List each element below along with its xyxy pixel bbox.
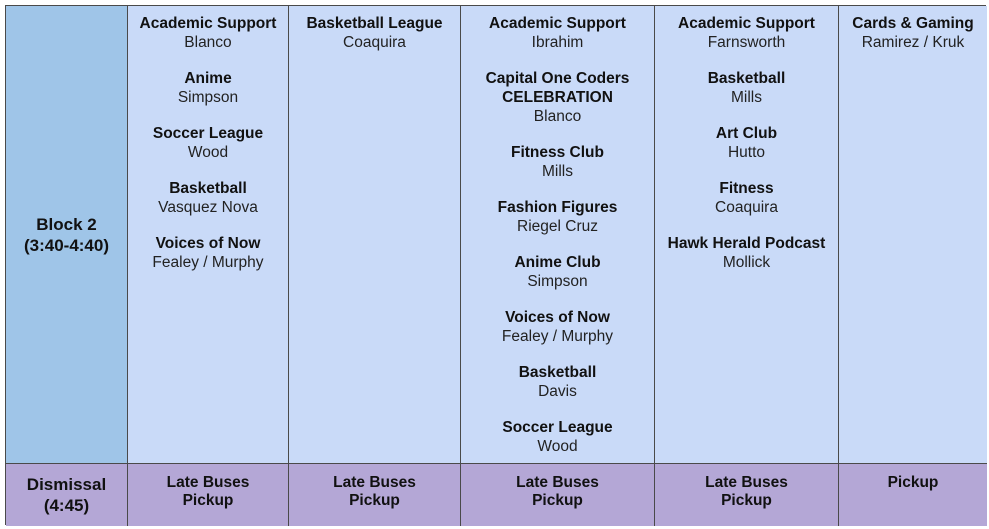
activity-item <box>306 14 442 52</box>
activity-staff: Riegel Cruz <box>517 218 598 235</box>
activity-item <box>519 363 597 401</box>
block-column <box>289 6 461 464</box>
activity-name: Capital One Coders CELEBRATION <box>485 70 630 106</box>
activity-item <box>502 418 612 456</box>
dismissal-column <box>461 464 655 526</box>
activity-item <box>511 143 604 181</box>
dismissal-option: Late Buses <box>166 474 250 491</box>
activity-item <box>514 253 600 291</box>
activity-item <box>715 179 778 217</box>
dismissal-option: Late Buses <box>333 474 416 491</box>
activity-item <box>153 124 263 162</box>
activity-name: Academic Support <box>678 15 815 32</box>
activity-item <box>716 124 777 162</box>
dismissal-option: Pickup <box>887 474 939 491</box>
activity-staff: Mills <box>730 89 762 106</box>
activity-staff: Ramirez / Kruk <box>861 34 965 51</box>
activity-staff: Mills <box>541 163 573 180</box>
dismissal-column <box>655 464 839 526</box>
block-column <box>655 6 839 464</box>
activity-item <box>140 14 277 52</box>
activity-name: Basketball League <box>306 15 443 32</box>
activity-item <box>178 69 238 107</box>
activity-staff: Blanco <box>533 108 582 125</box>
activity-name: Fitness <box>719 180 774 197</box>
dismissal-option: Pickup <box>721 492 772 509</box>
activity-staff: Simpson <box>527 273 588 290</box>
activity-staff: Coaquira <box>715 199 778 216</box>
block-time: (3:40-4:40) <box>23 235 110 255</box>
activity-item <box>668 234 826 272</box>
activity-item <box>708 69 786 107</box>
dismissal-option: Pickup <box>182 492 234 509</box>
dismissal-column <box>128 464 289 526</box>
activity-staff: Fealey / Murphy <box>501 328 614 345</box>
dismissal-column <box>289 464 461 526</box>
activity-name: Academic Support <box>139 15 277 32</box>
activity-staff: Coaquira <box>343 34 406 51</box>
activity-name: Anime <box>184 70 232 87</box>
activity-item <box>852 14 973 52</box>
dismissal-option: Late Buses <box>705 474 788 491</box>
activity-name: Anime Club <box>514 254 601 271</box>
activity-item <box>478 69 638 126</box>
activity-name: Hawk Herald Podcast <box>667 235 826 252</box>
activity-staff: Fealey / Murphy <box>152 254 264 271</box>
dismissal-option: Pickup <box>532 492 583 509</box>
activity-item <box>498 198 618 236</box>
activity-staff: Hutto <box>727 144 766 161</box>
block-title: Block 2 <box>36 214 97 234</box>
activity-staff: Farnsworth <box>707 34 786 51</box>
activity-staff: Wood <box>537 438 578 455</box>
activity-item <box>152 234 263 272</box>
activity-name: Voices of Now <box>155 235 261 252</box>
dismissal-time: (4:45) <box>43 496 90 515</box>
block-column <box>839 6 987 464</box>
activity-staff: Simpson <box>177 89 239 106</box>
activity-name: Basketball <box>518 364 597 381</box>
activity-staff: Vasquez Nova <box>158 199 258 216</box>
activity-name: Basketball <box>169 180 247 197</box>
activity-name: Fitness Club <box>510 144 604 161</box>
block-column <box>461 6 655 464</box>
activity-staff: Wood <box>187 144 229 161</box>
activity-item <box>502 308 613 346</box>
activity-item <box>158 179 258 217</box>
activity-name: Soccer League <box>502 419 613 436</box>
activity-name: Academic Support <box>489 15 626 32</box>
activity-name: Fashion Figures <box>497 199 618 216</box>
activity-item <box>678 14 815 52</box>
activity-item <box>489 14 626 52</box>
activity-name: Soccer League <box>152 125 264 142</box>
activity-name: Art Club <box>715 125 778 142</box>
dismissal-option: Late Buses <box>516 474 599 491</box>
schedule-grid <box>5 5 986 525</box>
activity-staff: Mollick <box>722 254 771 271</box>
dismissal-title: Dismissal <box>26 475 107 494</box>
dismissal-option: Pickup <box>349 492 400 509</box>
activity-staff: Davis <box>538 383 577 400</box>
block-column <box>128 6 289 464</box>
dismissal-column <box>839 464 987 526</box>
block-label-cell <box>6 6 128 464</box>
activity-name: Voices of Now <box>505 309 610 326</box>
activity-staff: Blanco <box>184 34 232 51</box>
activity-name: Cards & Gaming <box>852 15 974 32</box>
activity-staff: Ibrahim <box>531 34 584 51</box>
activity-name: Basketball <box>707 70 786 87</box>
dismissal-label-cell <box>6 464 128 526</box>
